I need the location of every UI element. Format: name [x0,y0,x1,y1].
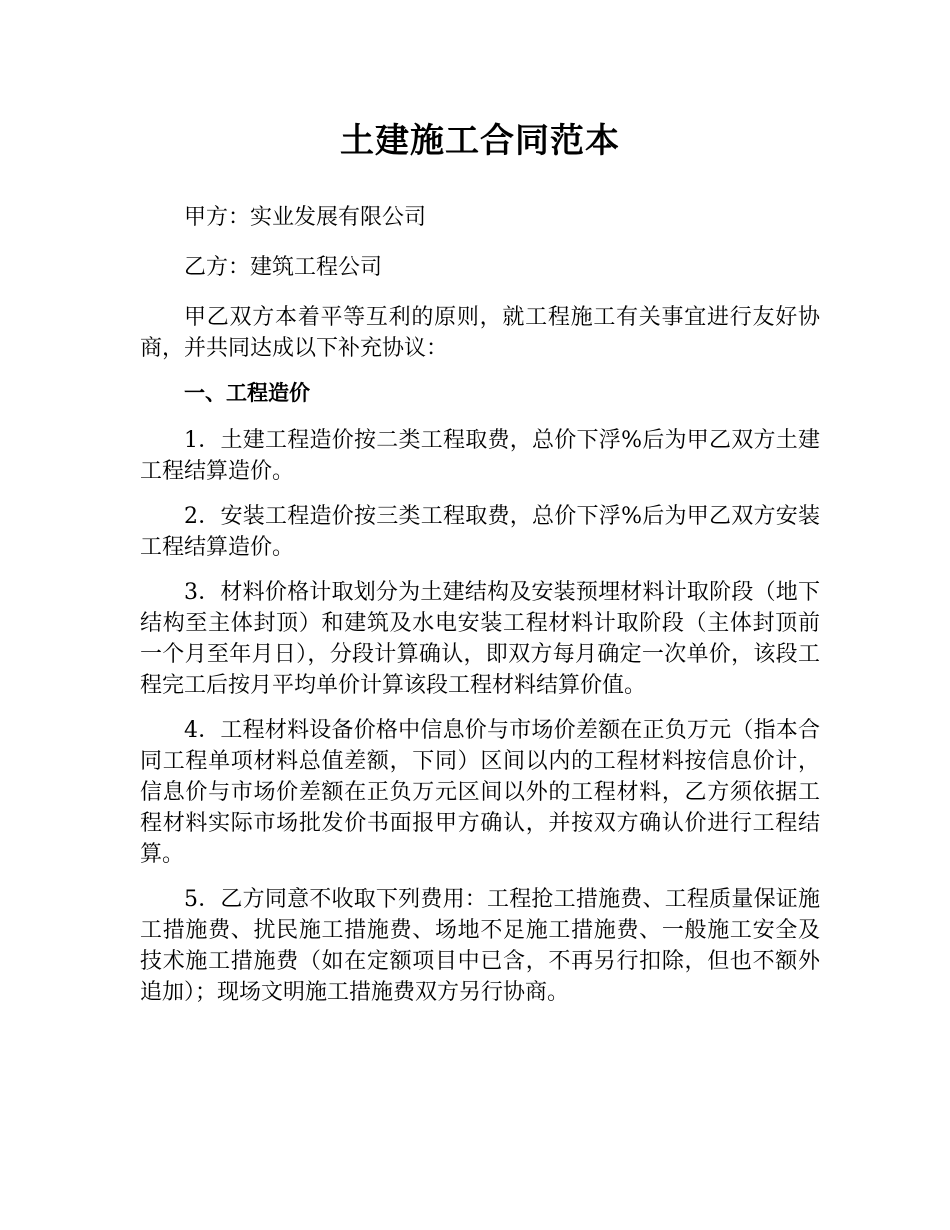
document-body [140,118,820,1022]
section-heading: 一、工程造价 [184,381,310,405]
clause-5: 5．乙方同意不收取下列费用：工程抢工措施费、工程质量保证施工措施费、扰民施工措施费、场地不足施工措施费、一般施工安全及技术施工措施费（如在定额项目中已含，不再另行扣除，但也不额外追加）；现场文明施工措施费双方另行协商。 [140,887,820,1005]
party-b: 乙方：建筑工程公司 [184,255,383,280]
clause-3: 3．材料价格计取划分为土建结构及安装预埋材料计取阶段（地下结构至主体封顶）和建筑及水电安装工程材料计取阶段（主体封顶前一个月至年月日），分段计算确认，即双方每月确定一次单价，该段工程完工后按月平均单价计算该段工程材料结算价值。 [140,580,820,698]
intro-paragraph: 甲乙双方本着平等互利的原则，就工程施工有关事宜进行友好协商，并共同达成以下补充协议： [140,305,820,361]
clause-2: 2．安装工程造价按三类工程取费，总价下浮%后为甲乙双方安装工程结算造价。 [140,504,820,560]
document-title: 土建施工合同范本 [340,121,620,161]
party-a: 甲方：实业发展有限公司 [184,205,427,230]
clause-1: 1．土建工程造价按二类工程取费，总价下浮%后为甲乙双方土建工程结算造价。 [140,428,820,484]
clause-4: 4．工程材料设备价格中信息价与市场价差额在正负万元（指本合同工程单项材料总值差额，下同）区间以内的工程材料按信息价计，信息价与市场价差额在正负万元区间以外的工程材料，乙方须依据工程材料实际市场批发价书面报甲方确认，并按双方确认价进行工程结算。 [140,718,820,867]
